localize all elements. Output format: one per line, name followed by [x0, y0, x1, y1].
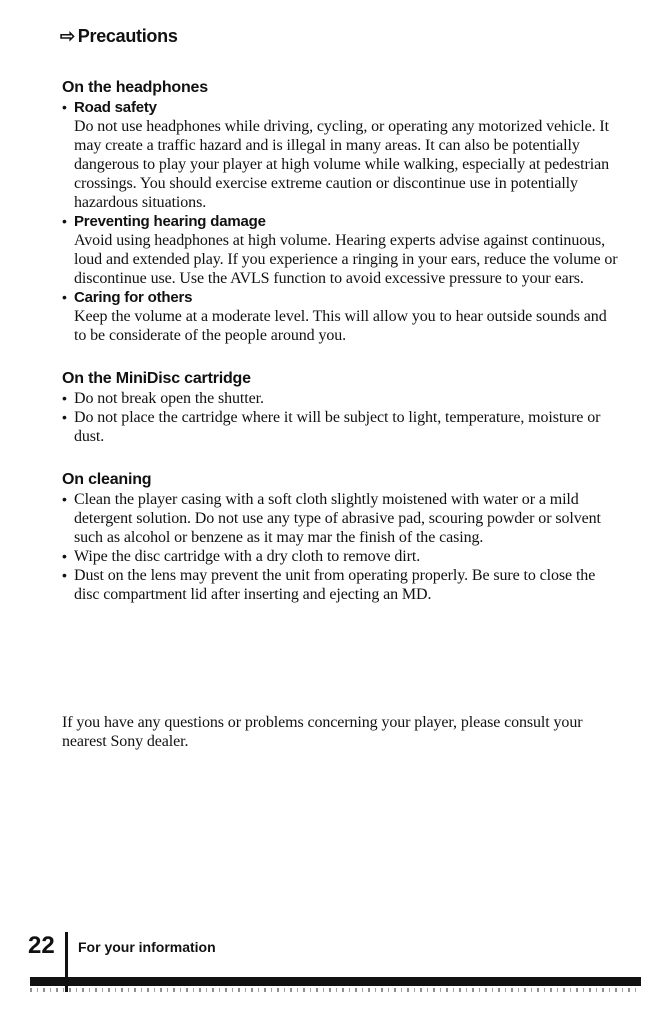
section-headphones — [62, 78, 622, 345]
bullet-icon: • — [62, 548, 67, 564]
subheading-others: Caring for others — [74, 289, 193, 306]
bottom-rule — [30, 977, 641, 986]
paragraph-others: Keep the volume at a moderate level. This will allow you to hear outside sounds and to be considerate of the people around you. — [74, 308, 607, 344]
paragraph-road-safety: Do not use headphones while driving, cycling, or operating any motorized vehicle. It may create a traffic hazard and is illegal in many areas. It can also be potentially dangerous to play your player at high volume while walking, especially at pedestrian crossings. You should exercise extreme caution or discontinue use in potentially hazardous situations. — [74, 118, 610, 211]
section-heading-minidisc: On the MiniDisc cartridge — [62, 370, 251, 387]
section-heading-cleaning: On cleaning — [62, 471, 152, 488]
list-item — [62, 547, 622, 566]
bullet-icon: • — [62, 409, 67, 425]
list-item-text: Clean the player casing with a soft cloth slightly moistened with water or a mild detergent solution. Do not use any type of abrasive pad, scouring powder or solvent such as alcohol or benzene as it may mar the finish of the casing. — [74, 491, 601, 546]
list-item — [62, 408, 622, 446]
bullet-icon: • — [62, 567, 67, 583]
subheading-road-safety: Road safety — [74, 99, 157, 116]
section-cleaning — [62, 470, 622, 604]
list-item-text: Do not break open the shutter. — [74, 390, 264, 407]
bullet-icon: • — [62, 99, 67, 115]
page-title-text: Precautions — [77, 26, 178, 46]
list-item-text: Dust on the lens may prevent the unit from operating properly. Be sure to close the disc compartment lid after inserting and ejecting an MD. — [74, 567, 596, 603]
bottom-scan-artifact — [30, 988, 641, 992]
bullet-icon: • — [62, 289, 67, 305]
bullet-icon: • — [62, 390, 67, 406]
page-title — [60, 26, 178, 47]
main-content — [62, 78, 622, 628]
section-minidisc — [62, 369, 622, 446]
subheading-hearing: Preventing hearing damage — [74, 213, 266, 230]
list-item — [62, 490, 622, 547]
footer-section-label: For your information — [78, 939, 216, 955]
list-item — [62, 566, 622, 604]
list-item-others — [62, 288, 622, 345]
bullet-icon: • — [62, 213, 67, 229]
list-item-text: Wipe the disc cartridge with a dry cloth to remove dirt. — [74, 548, 421, 565]
list-item — [62, 389, 622, 408]
bullet-icon: • — [62, 491, 67, 507]
list-item-hearing — [62, 212, 622, 288]
closing-paragraph: If you have any questions or problems concerning your player, please consult your nearest Sony dealer. — [62, 714, 583, 750]
page-number: 22 — [28, 932, 55, 959]
list-item-road-safety — [62, 98, 622, 212]
arrow-icon: ⇨ — [60, 26, 75, 46]
list-item-text: Do not place the cartridge where it will be subject to light, temperature, moisture or dust. — [74, 409, 601, 445]
section-heading-headphones: On the headphones — [62, 79, 208, 96]
paragraph-hearing: Avoid using headphones at high volume. Hearing experts advise against continuous, loud and extended play. If you experience a ringing in your ears, reduce the volume or discontinue use. Use the AVLS function to avoid excessive pressure to your ears. — [74, 232, 618, 287]
